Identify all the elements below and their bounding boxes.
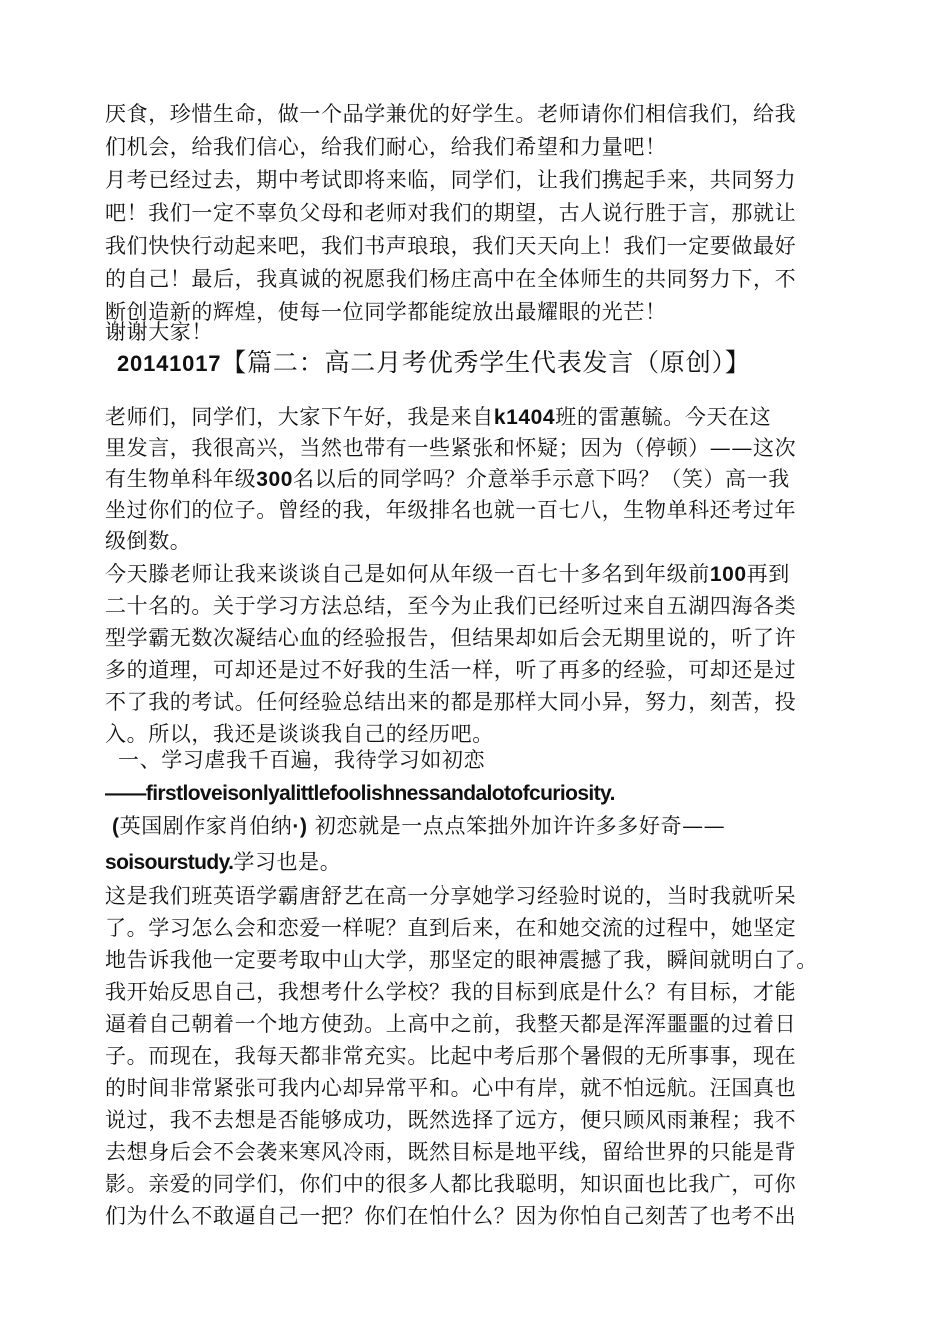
paragraph-line: 我开始反思自己，我想考什么学校？我的目标到底是什么？有目标，才能 [105,980,797,1004]
paragraph-line: 入。所以，我还是谈谈我自己的经历吧。 [105,722,494,746]
paragraph-line: 多的道理，可却还是过不好我的生活一样，听了再多的经验，可却还是过 [105,658,797,682]
english-quote: ——firstloveisonlyalittlefoolishnessandalotofcuriosity. [105,782,615,805]
paragraph-line: 影。亲爱的同学们，你们中的很多人都比我聪明，知识面也比我广，可你 [105,1172,797,1196]
heading-title: 【篇二：高二月考优秀学生代表发言（原创）】 [221,348,751,377]
paragraph-line: 吧！我们一定不辜负父母和老师对我们的期望，古人说行胜于言，那就让 [105,201,797,225]
paragraph-line: 去想身后会不会袭来寒风冷雨，既然目标是地平线，留给世界的只能是背 [105,1140,797,1164]
paragraph-line: 二十名的。关于学习方法总结，至今为止我们已经听过来自五湖四海各类 [105,594,797,618]
paragraph-line: 谢谢大家！ [105,320,213,344]
paragraph-line: 不了我的考试。任何经验总结出来的都是那样大同小异，努力，刻苦，投 [105,690,797,714]
subheading: 一、学习虐我千百遍，我待学习如初恋 [118,748,486,772]
paragraph-line: 们机会，给我们信心，给我们耐心，给我们希望和力量吧！ [105,135,667,159]
paragraph-line: 级倒数。 [105,529,192,553]
quote-attribution: (英国剧作家肖伯纳·) 初恋就是一点点笨拙外加许许多多好奇—— [112,814,726,838]
paragraph-line: 厌食，珍惜生命，做一个品学兼优的好学生。老师请你们相信我们，给我 [105,102,797,126]
paragraph-line: 逼着自己朝着一个地方使劲。上高中之前，我整天都是浑浑噩噩的过着日 [105,1012,797,1036]
paragraph-line: 子。而现在，我每天都非常充实。比起中考后那个暑假的无所事事，现在 [105,1044,797,1068]
paragraph-line: 的自己！最后，我真诚的祝愿我们杨庄高中在全体师生的共同努力下，不 [105,267,797,291]
paragraph-line: 月考已经过去，期中考试即将来临，同学们，让我们携起手来，共同努力 [105,168,797,192]
heading-date: 20141017 [117,351,222,376]
paragraph-line: 们为什么不敢逼自己一把？你们在怕什么？因为你怕自己刻苦了也考不出 [105,1204,797,1228]
paragraph-line: 说过，我不去想是否能够成功，既然选择了远方，便只顾风雨兼程；我不 [105,1108,797,1132]
paragraph-line: 的时间非常紧张可我内心却异常平和。心中有岸，就不怕远航。汪国真也 [105,1076,797,1100]
paragraph-line: 我们快快行动起来吧，我们书声琅琅，我们天天向上！我们一定要做最好 [105,234,797,258]
paragraph-line: 今天滕老师让我来谈谈自己是如何从年级一百七十多名到年级前100再到 [105,562,790,586]
section-heading [117,346,751,381]
paragraph-line: 这是我们班英语学霸唐舒艺在高一分享她学习经验时说的，当时我就听呆 [105,884,797,908]
paragraph-line: 有生物单科年级300名以后的同学吗？介意举手示意下吗？（笑）高一我 [105,467,790,491]
paragraph-line: 老师们，同学们，大家下午好，我是来自k1404班的雷蕙毓。今天在这 [105,405,772,429]
paragraph-line: 了。学习怎么会和恋爱一样呢？直到后来，在和她交流的过程中，她坚定 [105,916,797,940]
paragraph-line: 里发言，我很高兴，当然也带有一些紧张和怀疑；因为（停顿）——这次 [105,436,797,460]
paragraph-line: 地告诉我他一定要考取中山大学，那坚定的眼神震撼了我，瞬间就明白了。 [105,948,818,972]
quote-conclusion: soisourstudy.学习也是。 [105,850,342,874]
paragraph-line: 型学霸无数次凝结心血的经验报告，但结果却如后会无期里说的，听了许 [105,626,797,650]
paragraph-line: 断创造新的辉煌，使每一位同学都能绽放出最耀眼的光芒！ [105,300,667,324]
paragraph-line: 坐过你们的位子。曾经的我，年级排名也就一百七八，生物单科还考过年 [105,498,797,522]
